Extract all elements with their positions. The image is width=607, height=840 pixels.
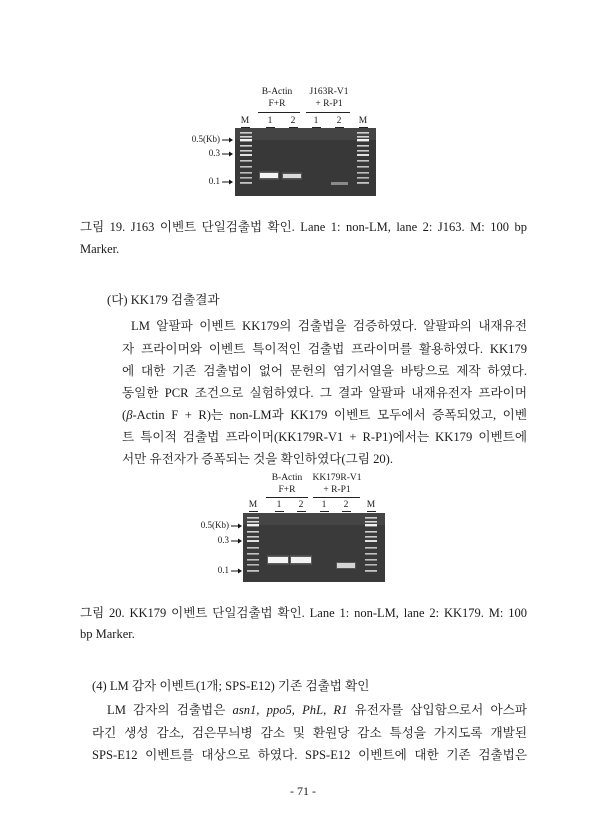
page-number: - 71 - xyxy=(290,784,316,798)
fig20-lane-underline xyxy=(342,511,351,512)
fig19-lane-label: M xyxy=(358,116,368,126)
arrow-right-icon xyxy=(222,179,233,185)
fig19-header-group2-line2: + R-P1 xyxy=(315,99,343,109)
sample-band-lane-1 xyxy=(260,173,278,178)
ladder-band xyxy=(357,177,369,179)
arrow-right-icon xyxy=(231,538,242,544)
ladder-band xyxy=(247,559,259,561)
ladder-band xyxy=(365,531,377,533)
gel-well-glow xyxy=(243,513,385,525)
fig20-size-marker: 0.5(Kb) xyxy=(200,520,229,530)
ladder-band xyxy=(247,521,259,523)
fig19-lane-label: 1 xyxy=(313,116,319,126)
ladder-band xyxy=(240,172,252,174)
arrow-right-icon xyxy=(222,151,233,157)
paragraph-line xyxy=(122,407,527,423)
fig19-size-marker: 0.1 xyxy=(208,176,220,186)
sample-band-lane-4 xyxy=(331,182,348,185)
fig20-lane-label: 2 xyxy=(343,500,349,510)
sample-band-lane-2 xyxy=(283,174,301,178)
fig20-lane-label: 1 xyxy=(321,500,327,510)
paragraph-text: -Actin F + R)는 non-LM과 KK179 이벤트 모두에서 증폭되었고, 이벤 xyxy=(132,408,527,422)
ladder-band xyxy=(357,145,369,147)
ladder-band xyxy=(240,150,252,152)
fig20-header-underline xyxy=(266,497,308,498)
ladder-band xyxy=(240,139,252,141)
paragraph-line: 동일한 PCR 조건으로 실험하였다. 그 결과 알팔파 내재유전자 프라이머 xyxy=(122,386,527,400)
fig20-caption-line: bp Marker. xyxy=(80,627,135,641)
ladder-band xyxy=(247,564,259,566)
fig20-lane-label: M xyxy=(248,500,258,510)
fig20-lane-label: M xyxy=(366,500,376,510)
ladder-band xyxy=(365,547,377,549)
ladder-band xyxy=(357,154,369,156)
fig20-gel-image xyxy=(243,513,385,582)
fig19-lane-label: 2 xyxy=(336,116,342,126)
ladder-band xyxy=(247,540,259,542)
fig20-header-group2-line1: KK179R-V1 xyxy=(312,473,362,483)
ladder-band xyxy=(365,517,377,519)
fig20-lane-label: 1 xyxy=(276,500,282,510)
arrow-right-icon xyxy=(222,137,233,143)
fig19-caption-line: 그림 19. J163 이벤트 단일검출법 확인. Lane 1: non-LM, lane 2: J163. M: 100 bp xyxy=(80,220,527,234)
ladder-band xyxy=(240,182,252,184)
arrow-right-icon xyxy=(231,523,242,529)
fig20-header-group2-line2: + R-P1 xyxy=(323,485,351,495)
fig20-size-marker: 0.3 xyxy=(217,535,229,545)
fig20-lane-underline xyxy=(249,511,258,512)
section-heading: (다) KK179 검출결과 xyxy=(107,293,220,307)
fig19-lane-label: 1 xyxy=(267,116,273,126)
ladder-band xyxy=(247,524,259,526)
fig20-caption-line: 그림 20. KK179 이벤트 단일검출법 확인. Lane 1: non-LM, lane 2: KK179. M: 100 xyxy=(80,606,527,620)
sample-band-lane-4 xyxy=(337,563,355,568)
ladder-band xyxy=(365,570,377,572)
fig20-header-group1-line2: F+R xyxy=(278,485,296,495)
fig19-header-group1-line1: B-Actin xyxy=(261,87,293,97)
fig19-size-marker: 0.5(Kb) xyxy=(191,134,220,144)
fig20-lane-underline xyxy=(275,511,284,512)
sample-band-lane-1 xyxy=(268,557,288,563)
fig19-caption-line: Marker. xyxy=(80,242,120,256)
ladder-band xyxy=(357,182,369,184)
paragraph-line: SPS-E12 이벤트를 대상으로 하였다. SPS-E12 이벤트에 대한 기존 검출법은 xyxy=(92,748,527,762)
ladder-band xyxy=(365,524,377,526)
ladder-band xyxy=(357,150,369,152)
ladder-band xyxy=(240,136,252,138)
fig19-gel-image xyxy=(235,128,376,196)
paragraph-text: ( xyxy=(122,408,127,422)
ladder-band xyxy=(357,160,369,162)
ladder-band xyxy=(365,564,377,566)
ladder-band xyxy=(247,570,259,572)
ladder-band xyxy=(357,136,369,138)
ladder-band xyxy=(357,172,369,174)
ladder-band xyxy=(357,139,369,141)
ladder-band xyxy=(240,160,252,162)
paragraph-text: 유전자를 삽입함으로서 아스파 xyxy=(347,703,527,717)
ladder-band xyxy=(240,132,252,134)
paragraph-text: LM 감자의 검출법은 xyxy=(107,703,233,717)
fig20-header-group1-line1: B-Actin xyxy=(271,473,303,483)
fig19-header-group2-line1: J163R-V1 xyxy=(309,87,349,97)
ladder-band xyxy=(365,553,377,555)
fig20-size-marker: 0.1 xyxy=(217,565,229,575)
ladder-band xyxy=(365,521,377,523)
ladder-band xyxy=(240,145,252,147)
ladder-band xyxy=(247,547,259,549)
ladder-band xyxy=(357,132,369,134)
fig19-header-underline xyxy=(306,112,350,113)
paragraph-line: 라긴 생성 감소, 검은무늬병 감소 및 환원당 감소 특성을 가지도록 개발된 xyxy=(92,726,527,740)
ladder-band xyxy=(247,517,259,519)
fig19-header-underline xyxy=(258,112,300,113)
ladder-band xyxy=(365,559,377,561)
ladder-band xyxy=(247,536,259,538)
beta-symbol: β xyxy=(126,408,133,422)
fig20-lane-underline xyxy=(297,511,306,512)
paragraph-line: 에 대한 기존 검출법이 없어 문헌의 염기서열을 바탕으로 제작 하였다. xyxy=(122,364,527,378)
arrow-right-icon xyxy=(231,568,242,574)
fig19-lane-label: M xyxy=(240,116,250,126)
paragraph-line: LM 알팔파 이벤트 KK179의 검출법을 검증하였다. 알팔파의 내재유전 xyxy=(131,319,527,333)
ladder-band xyxy=(240,166,252,168)
fig19-lane-label: 2 xyxy=(290,116,296,126)
fig19-size-marker: 0.3 xyxy=(208,148,220,158)
gel-well-glow xyxy=(235,128,376,140)
fig19-header-group1-line2: F+R xyxy=(268,99,286,109)
fig20-lane-underline xyxy=(367,511,376,512)
paragraph-line: 서만 유전자가 증폭되는 것을 확인하였다(그림 20). xyxy=(122,452,394,466)
section-heading: (4) LM 감자 이벤트(1개; SPS-E12) 기존 검출법 확인 xyxy=(92,679,370,693)
fig20-lane-label: 2 xyxy=(298,500,304,510)
ladder-band xyxy=(247,553,259,555)
fig20-header-underline xyxy=(313,497,360,498)
paragraph-line xyxy=(107,702,527,718)
paragraph-line: 자 프라이머와 이벤트 특이적인 검출법 프라이머를 활용하였다. KK179 xyxy=(122,342,527,356)
ladder-band xyxy=(365,536,377,538)
paragraph-line: 트 특이적 검출법 프라이머(KK179R-V1 + R-P1)에서는 KK179 이벤트에 xyxy=(122,430,527,444)
ladder-band xyxy=(240,177,252,179)
sample-band-lane-2 xyxy=(291,557,311,563)
gene-names: asn1, ppo5, PhL, R1 xyxy=(232,703,348,717)
ladder-band xyxy=(365,540,377,542)
ladder-band xyxy=(240,154,252,156)
ladder-band xyxy=(247,531,259,533)
fig20-lane-underline xyxy=(320,511,329,512)
ladder-band xyxy=(357,166,369,168)
